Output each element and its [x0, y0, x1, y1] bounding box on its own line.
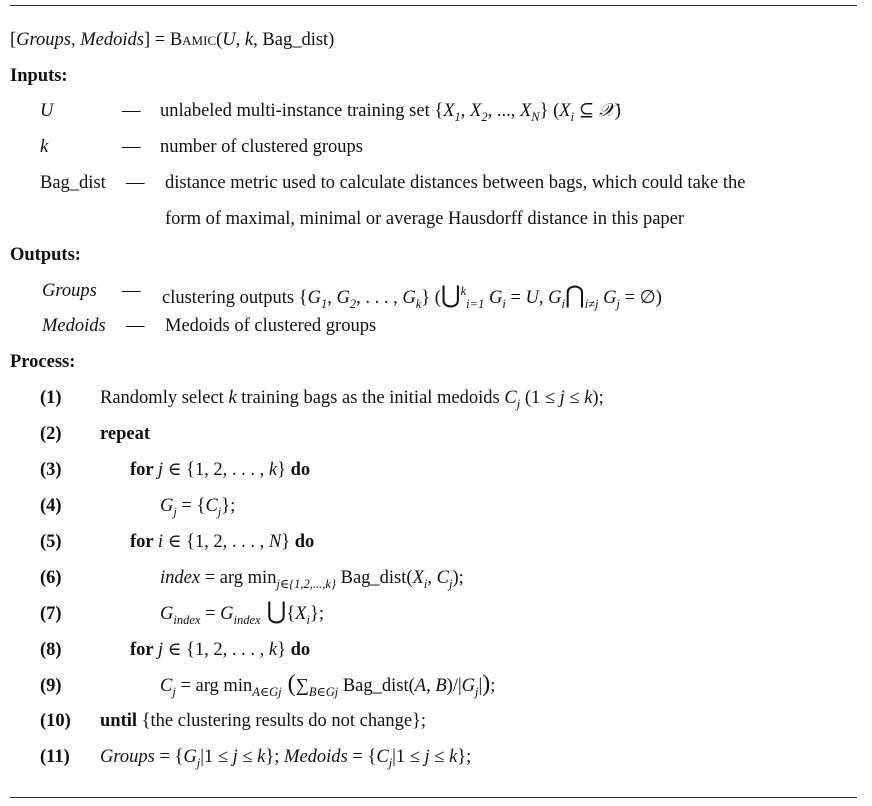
text-segment: do	[290, 640, 311, 660]
text-segment: Medoids	[42, 316, 106, 336]
step-text	[130, 639, 310, 661]
text-segment: );	[592, 388, 604, 408]
text-segment: repeat	[100, 424, 150, 444]
text-segment: };	[457, 747, 472, 767]
text-segment: (	[281, 671, 296, 697]
text-segment: k	[449, 747, 458, 767]
input-dash: —	[126, 173, 145, 193]
text-segment: i=1	[466, 297, 485, 311]
step-number: (11)	[40, 747, 70, 767]
text-segment: X	[295, 604, 307, 624]
output-desc-medoids	[165, 315, 376, 337]
step-number: (1)	[40, 388, 62, 408]
text-segment: k	[228, 388, 237, 408]
output-dash: —	[122, 281, 141, 301]
text-segment: X	[559, 101, 571, 121]
input-dash: —	[122, 101, 141, 121]
step-text	[130, 459, 310, 481]
text-segment: )/|	[446, 676, 462, 696]
text-segment: ] =	[143, 30, 170, 50]
text-segment: U	[525, 288, 539, 308]
text-segment: j	[516, 397, 521, 411]
text-segment: number of clustered groups	[160, 137, 363, 157]
text-segment: |1 ≤	[200, 747, 233, 767]
text-segment: 1	[454, 110, 461, 124]
text-segment: U	[40, 101, 54, 121]
step-number: (10)	[40, 711, 71, 731]
text-segment: };	[265, 747, 285, 767]
text-segment: ∈ {1, 2, . . . ,	[163, 460, 269, 480]
output-dash: —	[126, 316, 145, 336]
inputs-heading: Inputs:	[10, 66, 68, 86]
step-number: (9)	[40, 676, 62, 696]
text-segment: ⊆	[574, 101, 599, 121]
output-term-groups	[42, 280, 97, 302]
step-number: (5)	[40, 532, 62, 552]
text-segment: k	[460, 284, 467, 298]
text-segment: Bag_dist(	[338, 676, 415, 696]
input-term-u	[40, 100, 53, 122]
text-segment: 1	[320, 297, 328, 311]
text-segment: for	[130, 640, 158, 660]
text-segment: )	[614, 101, 621, 121]
text-segment: G	[548, 288, 562, 308]
text-segment: j	[388, 756, 393, 770]
input-desc-u	[160, 100, 621, 128]
input-dash: —	[122, 137, 141, 157]
text-segment: until	[100, 711, 138, 731]
text-segment: form of maximal, minimal or average Hausdorff distance in this paper	[165, 209, 685, 229]
text-segment: j	[217, 505, 222, 519]
text-segment: distance metric used to calculate distances between bags, which could take the	[165, 173, 746, 193]
step-text	[160, 495, 235, 523]
text-segment: unlabeled multi-instance training set {	[160, 101, 444, 121]
step-text	[160, 567, 464, 595]
text-segment: )	[482, 671, 491, 697]
text-segment: ,	[327, 288, 337, 308]
text-segment: ≤	[237, 747, 258, 767]
text-segment: G	[307, 288, 321, 308]
text-segment: Randomly select	[100, 388, 229, 408]
text-segment: ≤	[564, 388, 585, 408]
text-segment: G	[598, 288, 617, 308]
text-segment: ∈ {1, 2, . . . ,	[163, 640, 269, 660]
text-segment: Bag_dist	[40, 173, 106, 193]
bottom-rule	[10, 797, 857, 798]
text-segment: j	[232, 747, 238, 767]
text-segment: |	[478, 676, 483, 696]
text-segment: );	[452, 568, 464, 588]
text-segment: N	[531, 110, 540, 124]
text-segment: i	[570, 110, 575, 124]
text-segment: (	[216, 30, 223, 50]
input-term-k	[40, 136, 48, 158]
text-segment: clustering outputs {	[162, 288, 308, 308]
text-segment: G	[461, 676, 476, 696]
text-segment: 2	[349, 297, 357, 311]
text-segment: C	[205, 496, 218, 516]
text-segment: {the clustering results do not change};	[137, 711, 427, 731]
text-segment: ∈ {1, 2, . . . ,	[163, 532, 269, 552]
text-segment: = ∅)	[619, 288, 662, 308]
text-segment: C	[376, 747, 389, 767]
text-segment: G	[336, 288, 350, 308]
text-segment: k	[415, 297, 422, 311]
text-segment: ⋂	[565, 283, 585, 309]
text-segment: C	[436, 568, 449, 588]
text-segment: Bamic	[169, 30, 217, 50]
text-segment: 2	[481, 110, 488, 124]
text-segment: j	[172, 685, 176, 699]
text-segment: X	[470, 101, 482, 121]
step-text	[130, 531, 314, 553]
step-number: (2)	[40, 424, 62, 444]
text-segment: ⋃	[440, 283, 461, 309]
algorithm-signature	[10, 29, 334, 51]
text-segment: , . . . ,	[356, 288, 403, 308]
text-segment: A∈Gj	[252, 685, 282, 699]
text-segment: do	[290, 460, 311, 480]
text-segment: ,	[460, 101, 471, 121]
step-number: (4)	[40, 496, 62, 516]
text-segment: Groups	[42, 281, 97, 301]
text-segment: A	[414, 676, 427, 696]
text-segment: [	[10, 30, 17, 50]
text-segment: (1 ≤	[520, 388, 560, 408]
text-segment: C	[504, 388, 517, 408]
text-segment: G	[220, 604, 234, 624]
text-segment: B∈Gj	[308, 685, 339, 699]
text-segment: Medoids	[284, 747, 348, 767]
output-desc-groups	[162, 280, 662, 315]
text-segment: i	[306, 613, 310, 627]
text-segment: G	[160, 496, 174, 516]
text-segment: = {	[154, 747, 184, 767]
text-segment: G	[402, 288, 416, 308]
text-segment: B	[435, 676, 447, 696]
text-segment: k	[268, 640, 278, 660]
text-segment: }	[281, 532, 295, 552]
text-segment: ≤	[429, 747, 450, 767]
text-segment: j	[424, 747, 430, 767]
text-segment: j	[157, 460, 164, 480]
text-segment: ,	[235, 30, 245, 50]
text-segment: do	[294, 532, 315, 552]
text-segment: G	[484, 288, 503, 308]
text-segment: ,	[538, 288, 549, 308]
text-segment: ⋃	[260, 599, 287, 625]
text-segment: for	[130, 532, 158, 552]
text-segment: i	[157, 532, 164, 552]
text-segment: i≠j	[584, 297, 599, 311]
text-segment: |1 ≤	[392, 747, 425, 767]
input-term-bag-dist	[40, 172, 106, 194]
text-segment: ,	[426, 676, 436, 696]
text-segment: 𝒳	[598, 101, 615, 121]
text-segment: = {	[347, 747, 377, 767]
text-segment: j	[157, 640, 164, 660]
text-segment: {	[286, 604, 296, 624]
step-text	[160, 599, 324, 631]
text-segment: k	[268, 460, 278, 480]
text-segment: }	[277, 460, 291, 480]
text-segment: k	[244, 30, 254, 50]
text-segment: Groups	[100, 747, 155, 767]
text-segment: N	[268, 532, 282, 552]
text-segment: X	[519, 101, 532, 121]
text-segment: , Bag_dist)	[253, 30, 335, 50]
text-segment: i	[423, 577, 428, 591]
text-segment: j	[173, 505, 177, 519]
text-segment: X	[443, 101, 455, 121]
text-segment: j	[196, 756, 201, 770]
text-segment: = arg min	[175, 676, 253, 696]
text-segment: i	[502, 297, 506, 311]
text-segment: } (	[539, 101, 560, 121]
text-segment: i	[561, 297, 565, 311]
text-segment: Medoids of clustered groups	[165, 316, 377, 336]
output-term-medoids	[42, 315, 106, 337]
text-segment: Groups, Medoids	[16, 30, 144, 50]
text-segment: , ...,	[487, 101, 520, 121]
step-text	[160, 671, 496, 703]
input-desc-k	[160, 136, 363, 158]
text-segment: for	[130, 460, 158, 480]
step-number: (3)	[40, 460, 62, 480]
text-segment: X	[412, 568, 424, 588]
text-segment: =	[505, 288, 526, 308]
input-desc-bag-dist	[165, 172, 745, 194]
text-segment: = arg min	[200, 568, 277, 588]
text-segment: ,	[427, 568, 437, 588]
text-segment: j	[559, 388, 565, 408]
text-segment: C	[160, 676, 173, 696]
text-segment: U	[222, 30, 236, 50]
text-segment: ;	[490, 676, 496, 696]
top-rule	[10, 5, 857, 6]
text-segment: training bags as the initial medoids	[236, 388, 505, 408]
process-heading: Process:	[10, 352, 76, 372]
step-text	[100, 423, 150, 445]
text-segment: =	[200, 604, 221, 624]
text-segment: };	[309, 604, 324, 624]
step-text	[100, 387, 604, 415]
text-segment: index	[160, 568, 201, 588]
text-segment: k	[257, 747, 266, 767]
text-segment: G	[183, 747, 197, 767]
text-segment: G	[160, 604, 174, 624]
text-segment: = {	[176, 496, 206, 516]
step-number: (6)	[40, 568, 62, 588]
text-segment: k	[40, 137, 49, 157]
step-text	[100, 710, 426, 732]
text-segment: j∈{1,2,...,k}	[276, 577, 336, 591]
text-segment: j	[616, 297, 620, 311]
text-segment: j	[475, 685, 479, 699]
text-segment: index	[173, 613, 201, 627]
step-number: (7)	[40, 604, 62, 624]
text-segment: };	[221, 496, 236, 516]
outputs-heading: Outputs:	[10, 245, 81, 265]
step-text	[100, 746, 471, 774]
text-segment: Bag_dist(	[335, 568, 413, 588]
text-segment: } (	[421, 288, 441, 308]
text-segment: }	[277, 640, 291, 660]
text-segment: k	[584, 388, 593, 408]
text-segment: ∑	[295, 676, 309, 696]
text-segment: index	[233, 613, 261, 627]
input-desc-bag-dist-cont	[165, 208, 684, 230]
text-segment: j	[448, 577, 453, 591]
step-number: (8)	[40, 640, 62, 660]
